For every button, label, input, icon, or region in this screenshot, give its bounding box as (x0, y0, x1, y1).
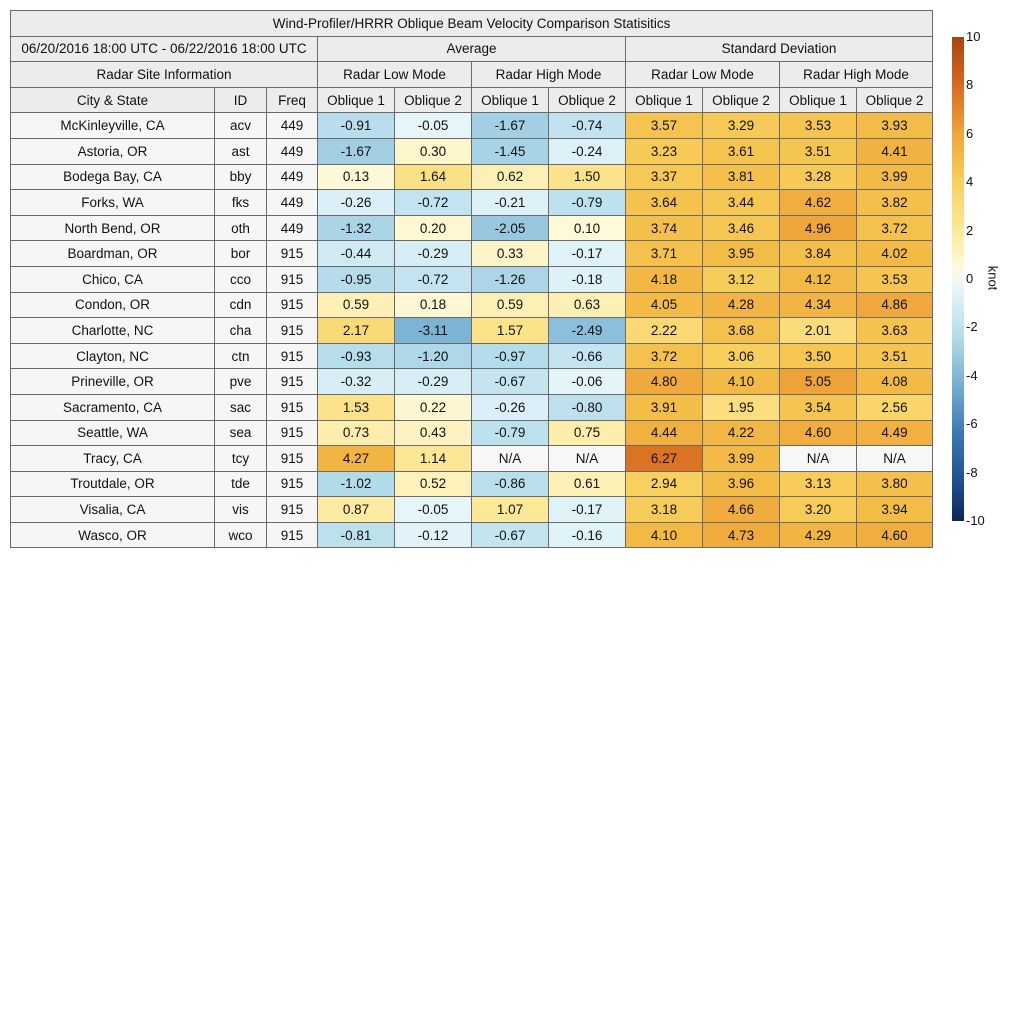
col-header-std-high-oblique-2: Oblique 2 (857, 87, 933, 113)
table-row (11, 471, 933, 497)
site-id: bby (215, 164, 267, 190)
std-dev-value-cell: 4.29 (780, 522, 857, 548)
average-value-cell: 1.57 (472, 318, 549, 344)
average-value-cell: -0.74 (549, 113, 626, 139)
average-value-cell: -0.29 (395, 241, 472, 267)
average-value-cell: -0.91 (318, 113, 395, 139)
average-value-cell: -2.05 (472, 215, 549, 241)
site-city: Chico, CA (11, 266, 215, 292)
std-dev-value-cell: 3.91 (626, 394, 703, 420)
site-id: vis (215, 497, 267, 523)
average-value-cell: -1.26 (472, 266, 549, 292)
col-header-avg-high-oblique-2: Oblique 2 (549, 87, 626, 113)
std-dev-value-cell: 3.44 (703, 190, 780, 216)
average-value-cell: 0.62 (472, 164, 549, 190)
average-value-cell: 0.22 (395, 394, 472, 420)
site-freq: 915 (267, 420, 318, 446)
site-id: ctn (215, 343, 267, 369)
table-row (11, 138, 933, 164)
average-value-cell: 1.64 (395, 164, 472, 190)
average-value-cell: -0.32 (318, 369, 395, 395)
std-dev-value-cell: 3.18 (626, 497, 703, 523)
average-value-cell: 0.30 (395, 138, 472, 164)
std-dev-value-cell: 2.22 (626, 318, 703, 344)
std-dev-value-cell: 3.29 (703, 113, 780, 139)
avg-high-mode-header: Radar High Mode (472, 62, 626, 88)
table-row (11, 292, 933, 318)
std-high-mode-header: Radar High Mode (780, 62, 933, 88)
colorbar-tick-label: 6 (966, 125, 974, 141)
site-city: Sacramento, CA (11, 394, 215, 420)
table-row (11, 318, 933, 344)
std-dev-value-cell: 4.44 (626, 420, 703, 446)
site-freq: 449 (267, 138, 318, 164)
average-value-cell: -0.05 (395, 113, 472, 139)
site-id: pve (215, 369, 267, 395)
std-dev-value-cell: 3.54 (780, 394, 857, 420)
site-freq: 449 (267, 164, 318, 190)
site-city: Troutdale, OR (11, 471, 215, 497)
std-dev-value-cell: 4.49 (857, 420, 933, 446)
average-value-cell: -1.32 (318, 215, 395, 241)
average-value-cell: -0.86 (472, 471, 549, 497)
col-header-avg-high-oblique-1: Oblique 1 (472, 87, 549, 113)
std-dev-value-cell: 3.61 (703, 138, 780, 164)
avg-low-mode-header: Radar Low Mode (318, 62, 472, 88)
site-id: sea (215, 420, 267, 446)
col-header-std-low-oblique-1: Oblique 1 (626, 87, 703, 113)
std-dev-value-cell: N/A (857, 446, 933, 472)
std-dev-value-cell: 4.28 (703, 292, 780, 318)
site-id: fks (215, 190, 267, 216)
colorbar-tick-label: 2 (966, 222, 974, 238)
average-value-cell: -0.29 (395, 369, 472, 395)
std-dev-value-cell: 3.63 (857, 318, 933, 344)
site-city: Wasco, OR (11, 522, 215, 548)
average-value-cell: 0.43 (395, 420, 472, 446)
colorbar-tick-label: 0 (966, 271, 974, 286)
site-freq: 915 (267, 266, 318, 292)
site-freq: 915 (267, 241, 318, 267)
colorbar-tick-label: 10 (966, 29, 981, 44)
site-freq: 915 (267, 292, 318, 318)
average-value-cell: 1.53 (318, 394, 395, 420)
average-value-cell: 0.10 (549, 215, 626, 241)
site-freq: 449 (267, 215, 318, 241)
site-id: tcy (215, 446, 267, 472)
colorbar-tick-label: 4 (966, 174, 974, 190)
col-header-avg-low-oblique-1: Oblique 1 (318, 87, 395, 113)
site-id: acv (215, 113, 267, 139)
average-value-cell: -0.18 (549, 266, 626, 292)
average-value-cell: 0.59 (472, 292, 549, 318)
std-dev-value-cell: 6.27 (626, 446, 703, 472)
table-row (11, 241, 933, 267)
table-row (11, 164, 933, 190)
colorbar-tick-label: -6 (966, 416, 978, 432)
table-row (11, 113, 933, 139)
colorbar (952, 37, 964, 521)
table-row (11, 394, 933, 420)
colorbar-unit-label: knot (985, 265, 1001, 291)
std-dev-value-cell: 3.94 (857, 497, 933, 523)
std-dev-value-cell: 3.81 (703, 164, 780, 190)
site-id: sac (215, 394, 267, 420)
table-row (11, 522, 933, 548)
std-dev-value-cell: 4.41 (857, 138, 933, 164)
std-dev-value-cell: 3.57 (626, 113, 703, 139)
std-dev-value-cell: 3.82 (857, 190, 933, 216)
std-dev-value-cell: 4.18 (626, 266, 703, 292)
average-header: Average (318, 36, 626, 62)
std-dev-value-cell: 3.23 (626, 138, 703, 164)
std-dev-value-cell: 3.50 (780, 343, 857, 369)
average-value-cell: -0.26 (472, 394, 549, 420)
average-value-cell: -0.72 (395, 190, 472, 216)
std-dev-value-cell: 3.72 (626, 343, 703, 369)
std-dev-value-cell: 4.60 (857, 522, 933, 548)
average-value-cell: -1.45 (472, 138, 549, 164)
site-id: bor (215, 241, 267, 267)
average-value-cell: -0.21 (472, 190, 549, 216)
average-value-cell: 0.87 (318, 497, 395, 523)
std-dev-value-cell: 4.05 (626, 292, 703, 318)
std-dev-value-cell: 3.64 (626, 190, 703, 216)
site-freq: 915 (267, 318, 318, 344)
std-dev-value-cell: 1.95 (703, 394, 780, 420)
average-value-cell: 0.33 (472, 241, 549, 267)
std-dev-value-cell: 5.05 (780, 369, 857, 395)
std-dev-value-cell: 3.28 (780, 164, 857, 190)
average-value-cell: 0.61 (549, 471, 626, 497)
average-value-cell: -0.12 (395, 522, 472, 548)
average-value-cell: -0.80 (549, 394, 626, 420)
average-value-cell: -0.05 (395, 497, 472, 523)
site-city: Charlotte, NC (11, 318, 215, 344)
std-dev-value-cell: 3.51 (857, 343, 933, 369)
site-city: Clayton, NC (11, 343, 215, 369)
average-value-cell: 1.14 (395, 446, 472, 472)
std-dev-value-cell: 3.99 (857, 164, 933, 190)
col-header-std-high-oblique-1: Oblique 1 (780, 87, 857, 113)
average-value-cell: -0.17 (549, 241, 626, 267)
std-dev-value-cell: 2.94 (626, 471, 703, 497)
average-value-cell: 0.52 (395, 471, 472, 497)
site-freq: 915 (267, 522, 318, 548)
site-freq: 915 (267, 394, 318, 420)
std-dev-value-cell: 2.01 (780, 318, 857, 344)
site-freq: 449 (267, 113, 318, 139)
average-value-cell: -0.72 (395, 266, 472, 292)
comparison-table (10, 10, 933, 548)
std-dev-value-cell: 3.12 (703, 266, 780, 292)
table-row (11, 420, 933, 446)
colorbar-tick-label: -8 (966, 464, 978, 480)
std-dev-value-cell: 2.56 (857, 394, 933, 420)
average-value-cell: -0.44 (318, 241, 395, 267)
table-row (11, 215, 933, 241)
std-dev-value-cell: 3.95 (703, 241, 780, 267)
table-row (11, 497, 933, 523)
std-dev-value-cell: 3.13 (780, 471, 857, 497)
average-value-cell: 0.75 (549, 420, 626, 446)
std-dev-header: Standard Deviation (626, 36, 933, 62)
site-freq: 915 (267, 369, 318, 395)
average-value-cell: -0.93 (318, 343, 395, 369)
average-value-cell: -1.20 (395, 343, 472, 369)
average-value-cell: -2.49 (549, 318, 626, 344)
site-city: Tracy, CA (11, 446, 215, 472)
table-row (11, 266, 933, 292)
std-dev-value-cell: 4.66 (703, 497, 780, 523)
average-value-cell: -0.24 (549, 138, 626, 164)
std-dev-value-cell: 3.99 (703, 446, 780, 472)
average-value-cell: -0.16 (549, 522, 626, 548)
average-value-cell: -0.79 (549, 190, 626, 216)
average-value-cell: 2.17 (318, 318, 395, 344)
std-dev-value-cell: 3.80 (857, 471, 933, 497)
std-dev-value-cell: 3.68 (703, 318, 780, 344)
site-freq: 915 (267, 446, 318, 472)
std-dev-value-cell: 3.53 (857, 266, 933, 292)
average-value-cell: 0.59 (318, 292, 395, 318)
site-id: ast (215, 138, 267, 164)
site-id: tde (215, 471, 267, 497)
site-city: Condon, OR (11, 292, 215, 318)
date-range: 06/20/2016 18:00 UTC - 06/22/2016 18:00 UTC (11, 36, 318, 62)
col-header-city: City & State (11, 87, 215, 113)
std-dev-value-cell: 3.72 (857, 215, 933, 241)
table-row (11, 369, 933, 395)
std-dev-value-cell: 4.10 (703, 369, 780, 395)
table-row (11, 343, 933, 369)
average-value-cell: 0.13 (318, 164, 395, 190)
colorbar-tick-label: -10 (966, 513, 985, 528)
site-freq: 449 (267, 190, 318, 216)
table-title: Wind-Profiler/HRRR Oblique Beam Velocity Comparison Statisitics (11, 11, 933, 37)
std-dev-value-cell: 4.22 (703, 420, 780, 446)
col-header-id: ID (215, 87, 267, 113)
average-value-cell: -0.81 (318, 522, 395, 548)
std-dev-value-cell: 4.08 (857, 369, 933, 395)
colorbar-tick-label: -4 (966, 367, 978, 383)
radar-site-info-header: Radar Site Information (11, 62, 318, 88)
std-dev-value-cell: 3.53 (780, 113, 857, 139)
site-id: cdn (215, 292, 267, 318)
colorbar-tick-label: 8 (966, 77, 974, 93)
std-dev-value-cell: 3.84 (780, 241, 857, 267)
col-header-freq: Freq (267, 87, 318, 113)
std-dev-value-cell: 4.02 (857, 241, 933, 267)
site-city: Prineville, OR (11, 369, 215, 395)
std-dev-value-cell: 3.46 (703, 215, 780, 241)
std-dev-value-cell: 4.60 (780, 420, 857, 446)
site-city: North Bend, OR (11, 215, 215, 241)
average-value-cell: 0.20 (395, 215, 472, 241)
std-dev-value-cell: 4.73 (703, 522, 780, 548)
std-dev-value-cell: 4.10 (626, 522, 703, 548)
average-value-cell: -0.97 (472, 343, 549, 369)
site-city: Visalia, CA (11, 497, 215, 523)
average-value-cell: -0.79 (472, 420, 549, 446)
site-city: Seattle, WA (11, 420, 215, 446)
std-low-mode-header: Radar Low Mode (626, 62, 780, 88)
std-dev-value-cell: 4.80 (626, 369, 703, 395)
site-freq: 915 (267, 471, 318, 497)
std-dev-value-cell: 4.86 (857, 292, 933, 318)
std-dev-value-cell: 3.71 (626, 241, 703, 267)
average-value-cell: 0.73 (318, 420, 395, 446)
std-dev-value-cell: 3.51 (780, 138, 857, 164)
average-value-cell: -0.95 (318, 266, 395, 292)
std-dev-value-cell: 3.20 (780, 497, 857, 523)
site-city: Boardman, OR (11, 241, 215, 267)
average-value-cell: 4.27 (318, 446, 395, 472)
table-row (11, 190, 933, 216)
site-id: wco (215, 522, 267, 548)
site-city: Astoria, OR (11, 138, 215, 164)
average-value-cell: -1.67 (318, 138, 395, 164)
average-value-cell: -0.67 (472, 369, 549, 395)
average-value-cell: -3.11 (395, 318, 472, 344)
average-value-cell: -0.06 (549, 369, 626, 395)
col-header-avg-low-oblique-2: Oblique 2 (395, 87, 472, 113)
average-value-cell: -1.02 (318, 471, 395, 497)
average-value-cell: -0.67 (472, 522, 549, 548)
table-row (11, 446, 933, 472)
average-value-cell: -0.66 (549, 343, 626, 369)
average-value-cell: N/A (472, 446, 549, 472)
site-freq: 915 (267, 343, 318, 369)
average-value-cell: 0.18 (395, 292, 472, 318)
std-dev-value-cell: 3.74 (626, 215, 703, 241)
average-value-cell: 0.63 (549, 292, 626, 318)
std-dev-value-cell: 4.96 (780, 215, 857, 241)
average-value-cell: N/A (549, 446, 626, 472)
site-id: cha (215, 318, 267, 344)
std-dev-value-cell: 3.93 (857, 113, 933, 139)
site-id: oth (215, 215, 267, 241)
std-dev-value-cell: 3.06 (703, 343, 780, 369)
std-dev-value-cell: 4.34 (780, 292, 857, 318)
site-city: McKinleyville, CA (11, 113, 215, 139)
average-value-cell: 1.50 (549, 164, 626, 190)
std-dev-value-cell: 3.37 (626, 164, 703, 190)
average-value-cell: -0.26 (318, 190, 395, 216)
average-value-cell: -1.67 (472, 113, 549, 139)
std-dev-value-cell: N/A (780, 446, 857, 472)
site-freq: 915 (267, 497, 318, 523)
std-dev-value-cell: 4.12 (780, 266, 857, 292)
site-city: Forks, WA (11, 190, 215, 216)
colorbar-tick-label: -2 (966, 319, 978, 335)
std-dev-value-cell: 3.96 (703, 471, 780, 497)
site-city: Bodega Bay, CA (11, 164, 215, 190)
average-value-cell: 1.07 (472, 497, 549, 523)
average-value-cell: -0.17 (549, 497, 626, 523)
site-id: cco (215, 266, 267, 292)
std-dev-value-cell: 4.62 (780, 190, 857, 216)
col-header-std-low-oblique-2: Oblique 2 (703, 87, 780, 113)
